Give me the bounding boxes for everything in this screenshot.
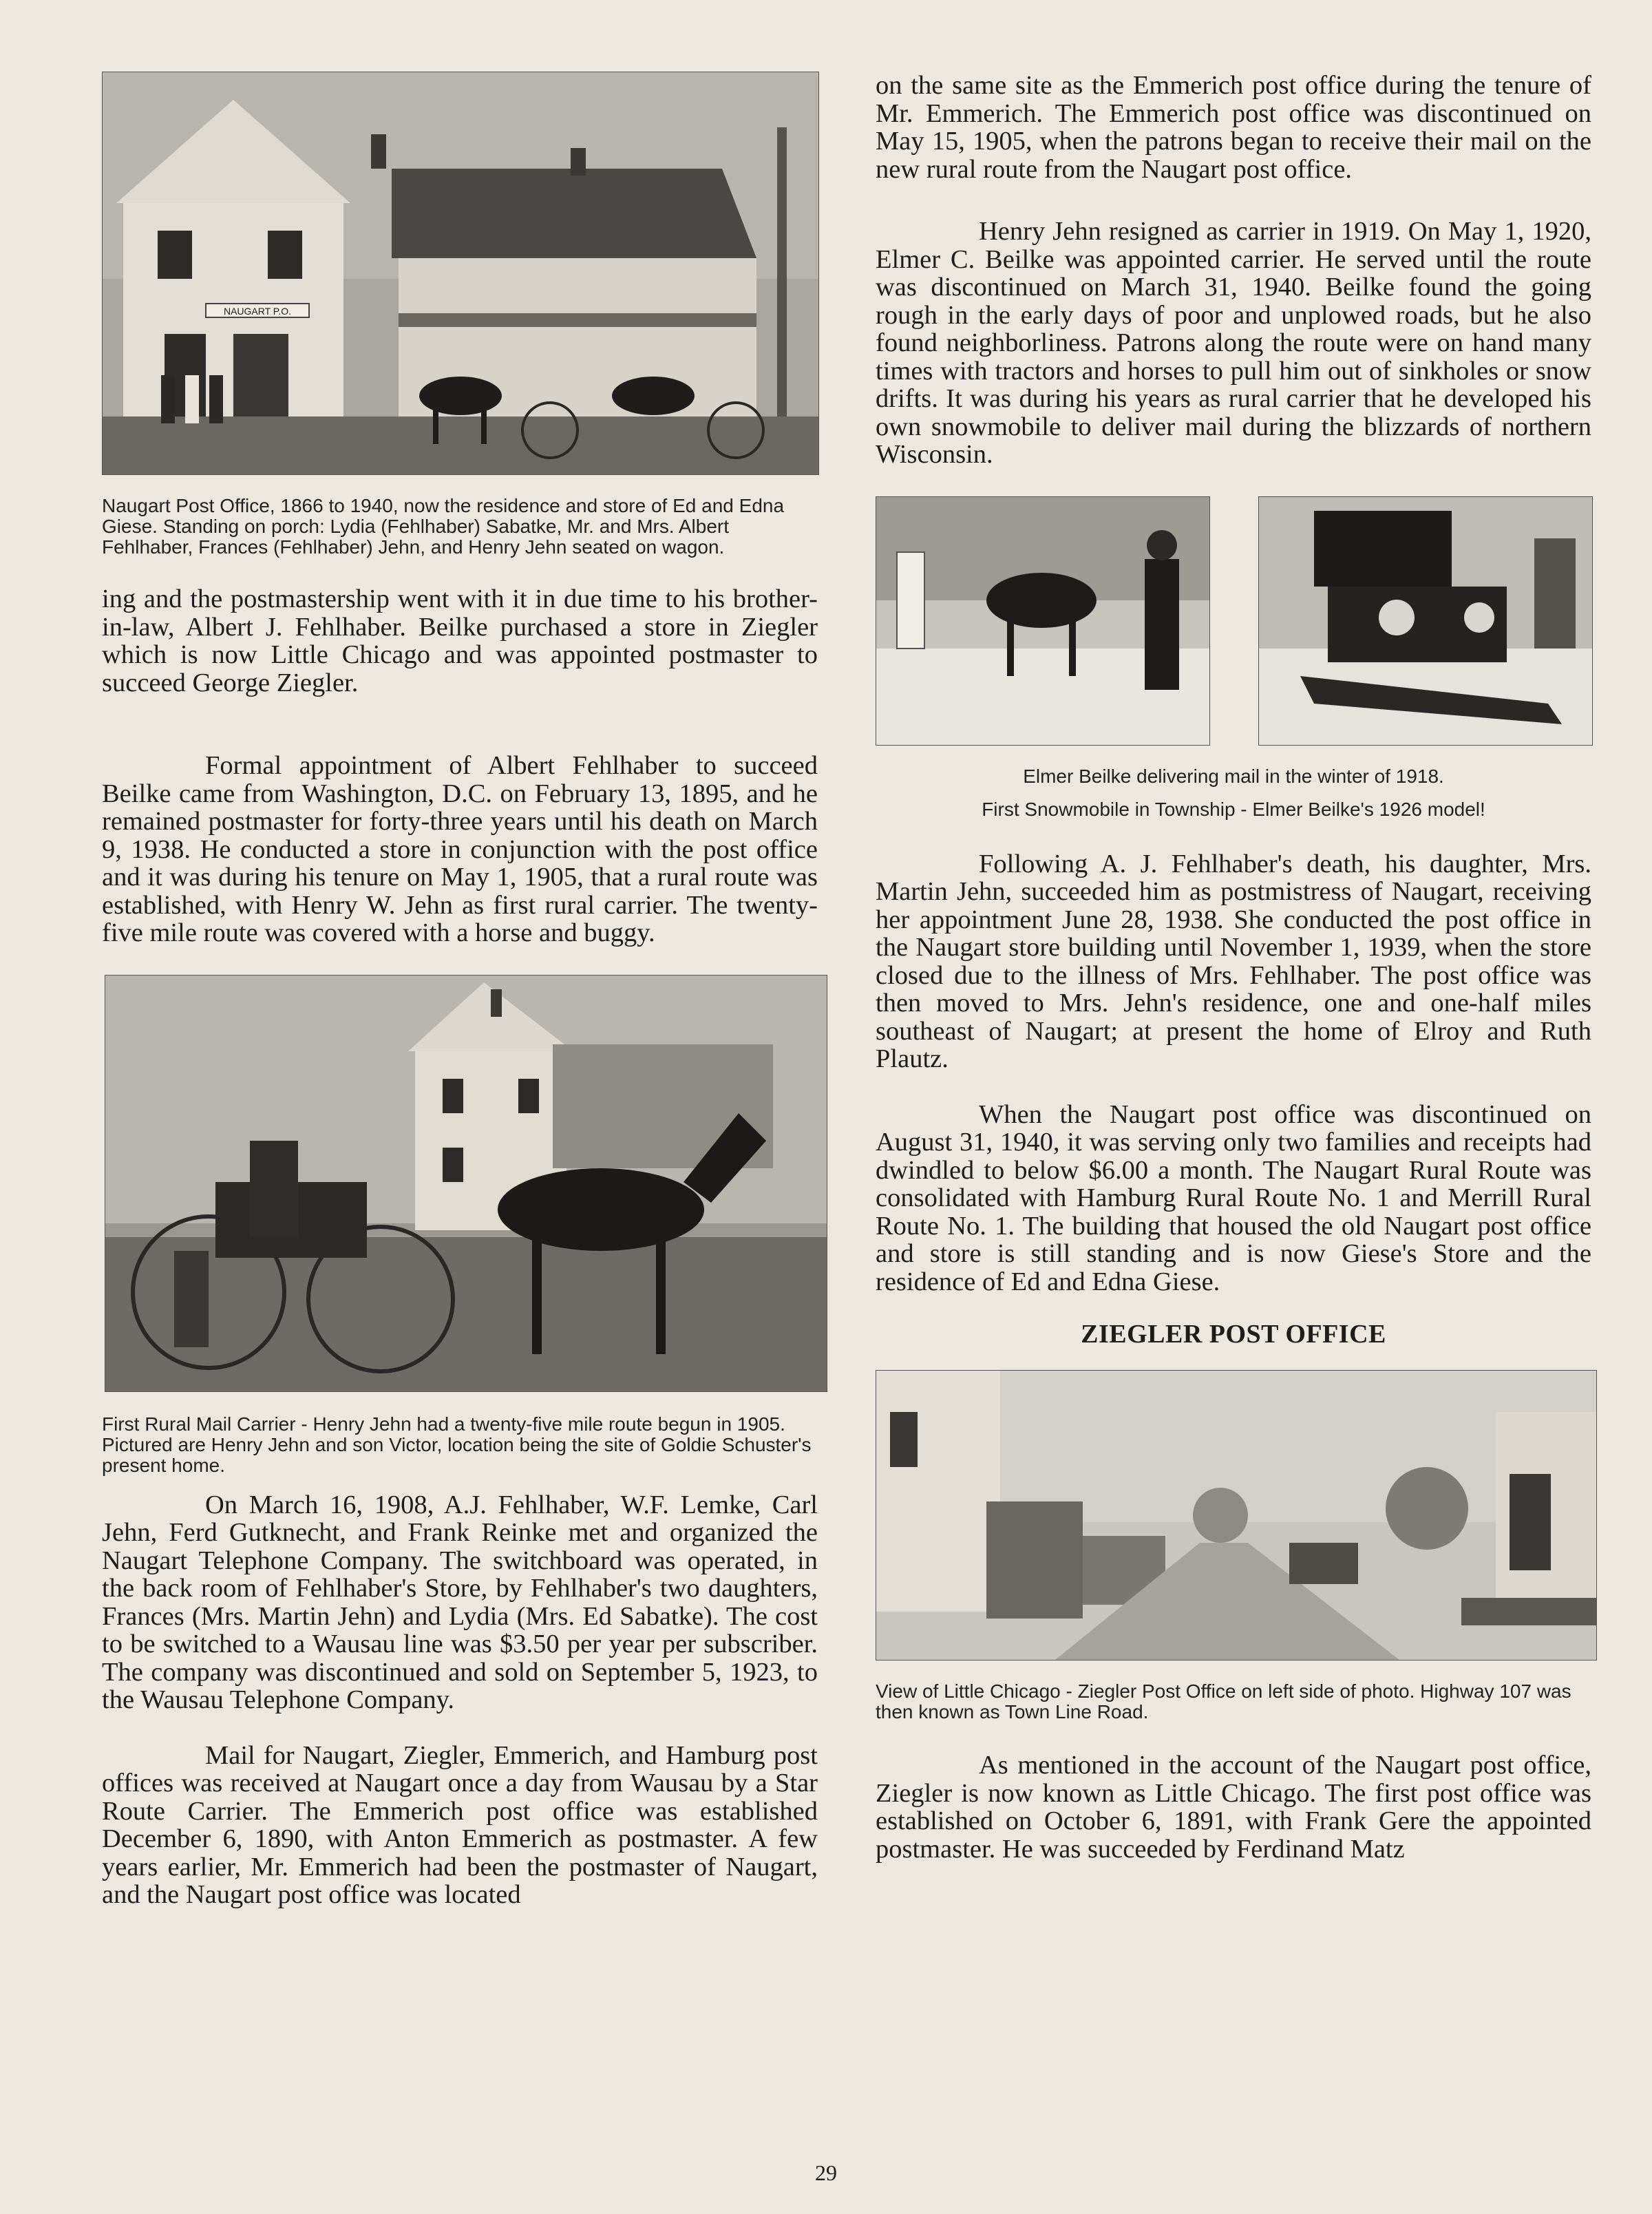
little-chicago-photo-caption: View of Little Chicago - Ziegler Post Office on left side of photo. Highway 107 was then known as Town Line Road.: [876, 1680, 1571, 1722]
page-number: 29: [815, 2160, 837, 2185]
beilke-snowmobile-illustration: [1259, 497, 1592, 745]
little-chicago-photo: [876, 1370, 1597, 1660]
right-paragraph-2: Henry Jehn resigned as carrier in 1919. On May 1, 1920, Elmer C. Beilke was appointed carrier. He served until the route was discontinued on March 31, 1940. Beilke found the going rough in the early days of poor and unplowed roads, but he also found neighborliness. Patrons along the route were on hand many times with tractors and horses to pull him out of sinkholes or snow drifts. It was during his years as rural carrier that he developed his own snowmobile to deliver mail during the blizzards of northern Wisconsin.: [876, 217, 1591, 469]
left-paragraph-3: On March 16, 1908, A.J. Fehlhaber, W.F. Lemke, Carl Jehn, Ferd Gutknecht, and Frank Reinke met and organized the Naugart Telephone Company. The switchboard was operated, in the back room of Fehlhaber's Store, by Fehlhaber's two daughters, Frances (Mrs. Martin Jehn) and Lydia (Mrs. Ed Sabatke). The cost to be switched to a Wausau line was $3.50 per year per subscriber. The company was discontinued and sold on September 5, 1923, to the Wausau Telephone Company.: [102, 1490, 818, 1714]
left-column: [102, 72, 818, 1909]
naugart-post-office-photo: [102, 72, 819, 475]
right-column: [876, 72, 1591, 1863]
left-paragraph-2: Formal appointment of Albert Fehlhaber to succeed Beilke came from Washington, D.C. on February 13, 1895, and he remained postmaster for forty-three years until his death on March 9, 1938. He conducted a store in conjunction with the post office and it was during his tenure on May 1, 1905, that a rural route was established, with Henry W. Jehn as first rural carrier. The twenty-five mile route was covered with a horse and buggy.: [102, 751, 818, 947]
first-rural-carrier-photo: [105, 975, 827, 1392]
naugart-sign: NAUGART P.O.: [223, 306, 292, 317]
naugart-post-office-illustration: [103, 72, 818, 474]
right-paragraph-5: As mentioned in the account of the Naugart post office, Ziegler is now known as Little Chicago. The first post office was established on October 6, 1891, with Frank Gere the appointed postmaster. He was succeeded by Ferdinand Matz: [876, 1751, 1591, 1864]
right-paragraph-1: on the same site as the Emmerich post office during the tenure of Mr. Emmerich. The Emmerich post office was discontinued on May 15, 1905, when the patrons began to receive their mail on the new rural route from the Naugart post office.: [876, 71, 1591, 184]
right-paragraph-4: When the Naugart post office was discontinued on August 31, 1940, it was serving only two families and receipts had dwindled to below $6.00 a month. The Naugart Rural Route was consolidated with Hamburg Rural Route No. 1 and Merrill Rural Route No. 1. The building that housed the old Naugart post office and store is still standing and is now Giese's Store and the residence of Ed and Edna Giese.: [876, 1099, 1591, 1296]
winter-photos-row: [876, 496, 1591, 746]
left-paragraph-1: ing and the postmastership went with it in due time to his brother-in-law, Albert J. Fehlhaber. Beilke purchased a store in Ziegler which is now Little Chicago and was appointed postmaster to succeed George Ziegler.: [102, 584, 818, 697]
right-paragraph-3: Following A. J. Fehlhaber's death, his daughter, Mrs. Martin Jehn, succeeded him as postmistress of Naugart, receiving her appointment June 28, 1938. She conducted the post office in the Naugart store building until November 1, 1939, when the store closed due to the illness of Mrs. Fehlhaber. The post office was then moved to Mrs. Jehn's residence, one and one-half miles southeast of Naugart; at present the home of Elroy and Ruth Plautz.: [876, 849, 1591, 1073]
beilke-horse-sleigh-photo: [876, 496, 1210, 746]
left-paragraph-4: Mail for Naugart, Ziegler, Emmerich, and Hamburg post offices was received at Naugart once a day from Wausau by a Star Route Carrier. The Emmerich post office was established December 6, 1890, with Anton Emmerich as postmaster. A few years earlier, Mr. Emmerich had been the postmaster of Naugart, and the Naugart post office was located: [102, 1740, 818, 1909]
beilke-horse-sleigh-illustration: [876, 497, 1209, 745]
winter-photo-caption-1: Elmer Beilke delivering mail in the winter of 1918.: [1023, 765, 1444, 787]
first-rural-carrier-illustration: [105, 976, 827, 1391]
beilke-snowmobile-photo: [1258, 496, 1593, 746]
rural-carrier-photo-caption: First Rural Mail Carrier - Henry Jehn had a twenty-five mile route begun in 1905. Pictured are Henry Jehn and son Victor, location being the site of Goldie Schuster's present home.: [102, 1413, 812, 1476]
ziegler-post-office-heading: ZIEGLER POST OFFICE: [1081, 1320, 1386, 1349]
winter-photo-caption-2: First Snowmobile in Township - Elmer Beilke's 1926 model!: [982, 798, 1485, 820]
little-chicago-illustration: [876, 1371, 1596, 1660]
naugart-photo-caption: Naugart Post Office, 1866 to 1940, now the residence and store of Ed and Edna Giese. Standing on porch: Lydia (Fehlhaber) Sabatke, Mr. and Mrs. Albert Fehlhaber, Frances (Fehlhaber) Jehn, and Henry Jehn seated on wagon.: [102, 495, 785, 558]
